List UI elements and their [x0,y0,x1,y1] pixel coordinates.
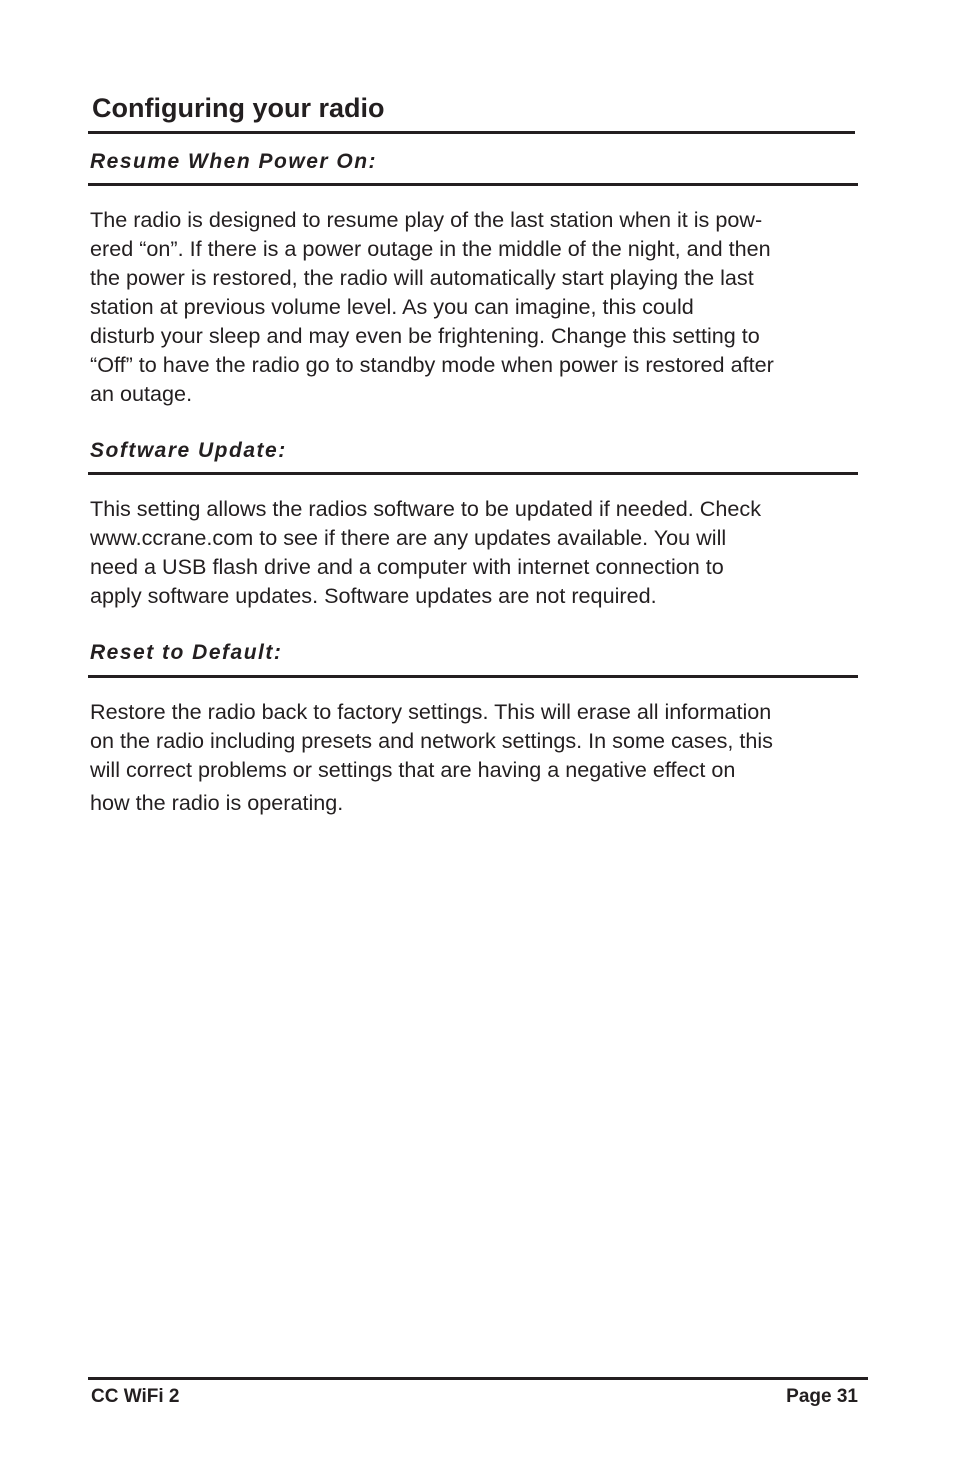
body-line: on the radio including presets and network settings. In some cases, this [90,728,773,753]
page-title: Configuring your radio [92,93,385,123]
body-line: “Off” to have the radio go to standby mode when power is restored after [90,352,774,377]
body-line: will correct problems or settings that are having a negative effect on [90,757,736,782]
body-line: Restore the radio back to factory settings. This will erase all information [90,699,772,724]
body-line: apply software updates. Software updates are not required. [90,583,657,608]
section-body-resume-when-power-on [90,205,870,408]
section-heading-resume-when-power-on: Resume When Power On: [90,150,378,173]
body-line: The radio is designed to resume play of the last station when it is pow- [90,207,763,232]
body-line: ered “on”. If there is a power outage in the middle of the night, and then [90,236,771,261]
section-divider [88,675,858,678]
body-line: station at previous volume level. As you can imagine, this could [90,294,694,319]
section-heading-software-update: Software Update: [90,439,287,462]
body-line: an outage. [90,381,193,406]
body-line: the power is restored, the radio will automatically start playing the last [90,265,754,290]
body-line: www.ccrane.com to see if there are any updates available. You will [90,525,727,550]
section-heading-reset-to-default: Reset to Default: [90,641,283,664]
section-body-reset-to-default [90,697,870,817]
body-line: need a USB flash drive and a computer with internet connection to [90,554,724,579]
title-divider [88,131,855,134]
section-body-software-update [90,494,870,610]
section-divider [88,183,858,186]
body-line: disturb your sleep and may even be frightening. Change this setting to [90,323,760,348]
body-line: This setting allows the radios software to be updated if needed. Check [90,496,761,521]
body-line: how the radio is operating. [90,790,344,815]
footer-product-name: CC WiFi 2 [91,1386,180,1407]
section-divider [88,472,858,475]
footer-page-number: Page 31 [786,1386,858,1407]
footer-divider [88,1377,868,1380]
